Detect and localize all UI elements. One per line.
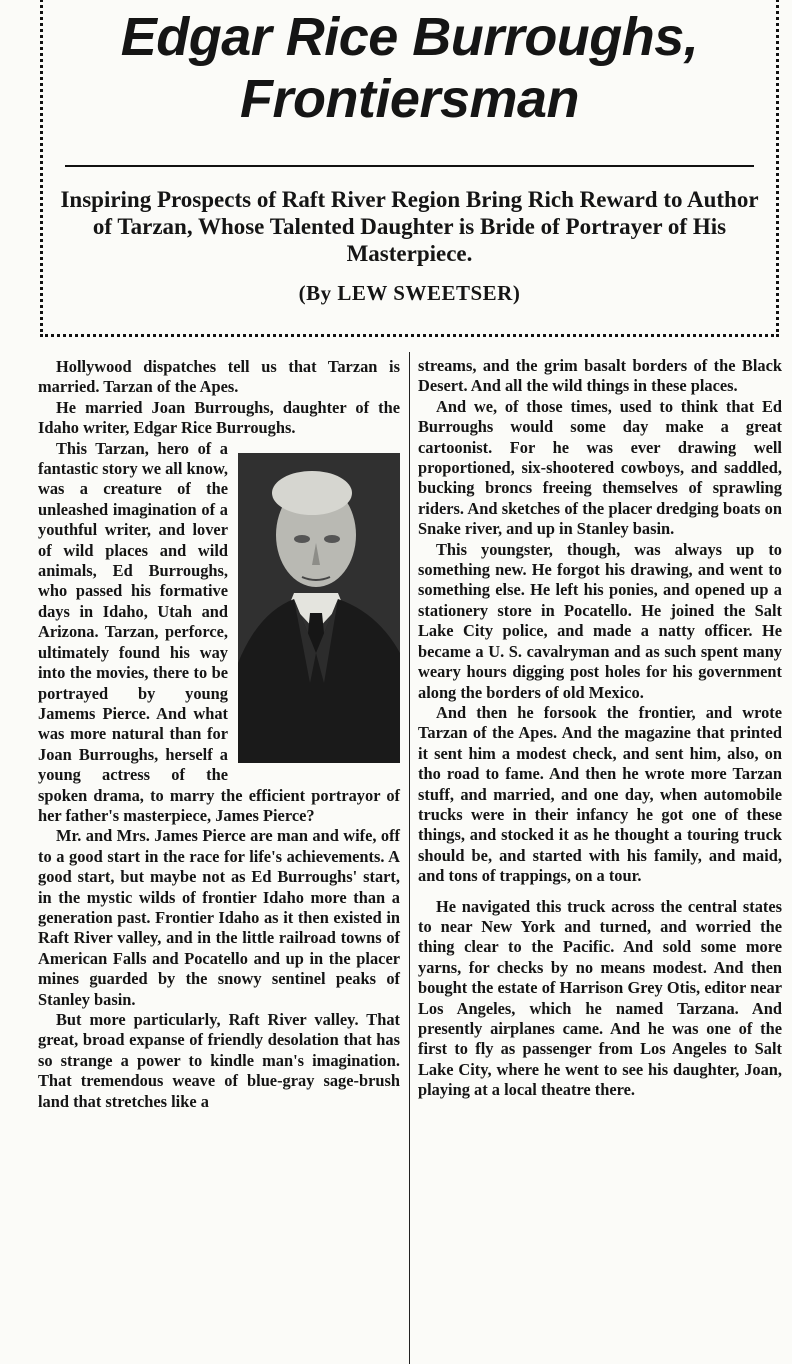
left-column [38, 357, 400, 1112]
title-line-2: Frontiersman [239, 69, 580, 129]
paragraph: Hollywood dispatches tell us that Tarzan is married. Tarzan of the Apes. [38, 357, 400, 397]
paragraph: Mr. and Mrs. James Pierce are man and wife, off to a good start in the race for life's achievements. A good start, but maybe not as Ed Burroughs' start, in the mystic wilds of frontier Idaho more than a generation past. Frontier Idaho as it then existed in Raft River valley, and in the little railroad towns of American Falls and Pocatello and up in the placer mines guarded by the snowy sentinel peaks of Stanley basin. [38, 826, 400, 1009]
paragraph: streams, and the grim basalt borders of the Black Desert. And all the wild things in these places. [418, 356, 782, 396]
right-column [418, 356, 782, 1101]
column-divider [409, 352, 410, 1364]
article-subtitle: Inspiring Prospects of Raft River Region Bring Rich Reward to Author of Tarzan, Whose Talented Daughter is Bride of Portrayer of His Masterpiece. [60, 187, 759, 266]
paragraph: But more particularly, Raft River valley. That great, broad expanse of friendly desolation that has so strange a power to kindle man's imagination. That tremendous weave of blue-gray sage-brush land that stretches like a [38, 1010, 400, 1111]
paragraph: And we, of those times, used to think that Ed Burroughs would some day make a great cartoonist. For he was ever drawing well proportioned, six-shootered cowboys, and saddled, bucking broncs freeing themselves of sprawling riders. And sketches of the placer dredging boats on Snake river, and up in Stanley basin. [418, 396, 782, 539]
paragraph: This youngster, though, was always up to something new. He forgot his drawing, and went to something else. He left his ponies, and opened up a stationery store in Pocatello. He joined the Salt Lake City police, and made a natty officer. He became a U. S. cavalryman and as such spent many weary hours digging post holes for his government along the borders of old Mexico. [418, 539, 782, 702]
paragraph: He navigated this truck across the central states to near New York and turned, and worried the thing clear to the Pacific. And sold some more yarns, for checks by no means modest. And then bought the estate of Harrison Grey Otis, editor near Los Angeles, which he named Tarzana. And presently airplanes came. And he was one of the first to fly as passenger from Los Angeles to Salt Lake City, where he went to see his daughter, Joan, playing at a local theatre there. [418, 896, 782, 1100]
portrait-image [238, 453, 400, 763]
headline-rule [65, 165, 754, 167]
headline-box [40, 0, 779, 337]
paragraph: And then he forsook the frontier, and wrote Tarzan of the Apes. And the magazine that printed it sent him a modest check, and sent him, also, on tho road to fame. And then he wrote more Tarzan stuff, and married, and one day, when automobile trucks were in their infancy he got one of these things, and stocked it as he thought a touring truck should be, and started with his family, and maid, and tons of trappings, on a tour. [418, 702, 782, 886]
article-title [43, 6, 776, 130]
title-line-1: Edgar Rice Burroughs, [120, 7, 699, 67]
paragraph: He married Joan Burroughs, daughter of the Idaho writer, Edgar Rice Burroughs. [38, 397, 400, 438]
article-byline: (By LEW SWEETSER) [298, 281, 521, 305]
paragraph: This Tarzan, hero of a fantastic story we all know, was a creature of the unleashed imagination of a youthful writer, and lover of wild places and wild animals, Ed Burroughs, who passed his formative days in Idaho, Utah and Arizona. Tarzan, perforce, ultimately found his way into the movies, there to be portrayed by young Jamems Pierce. And what was more natural than for Joan Burroughs, herself a young actress of the spoken drama, to marry the efficient portrayor of her father's masterpiece, James Pierce? [38, 438, 400, 825]
portrait-photo [238, 453, 400, 763]
